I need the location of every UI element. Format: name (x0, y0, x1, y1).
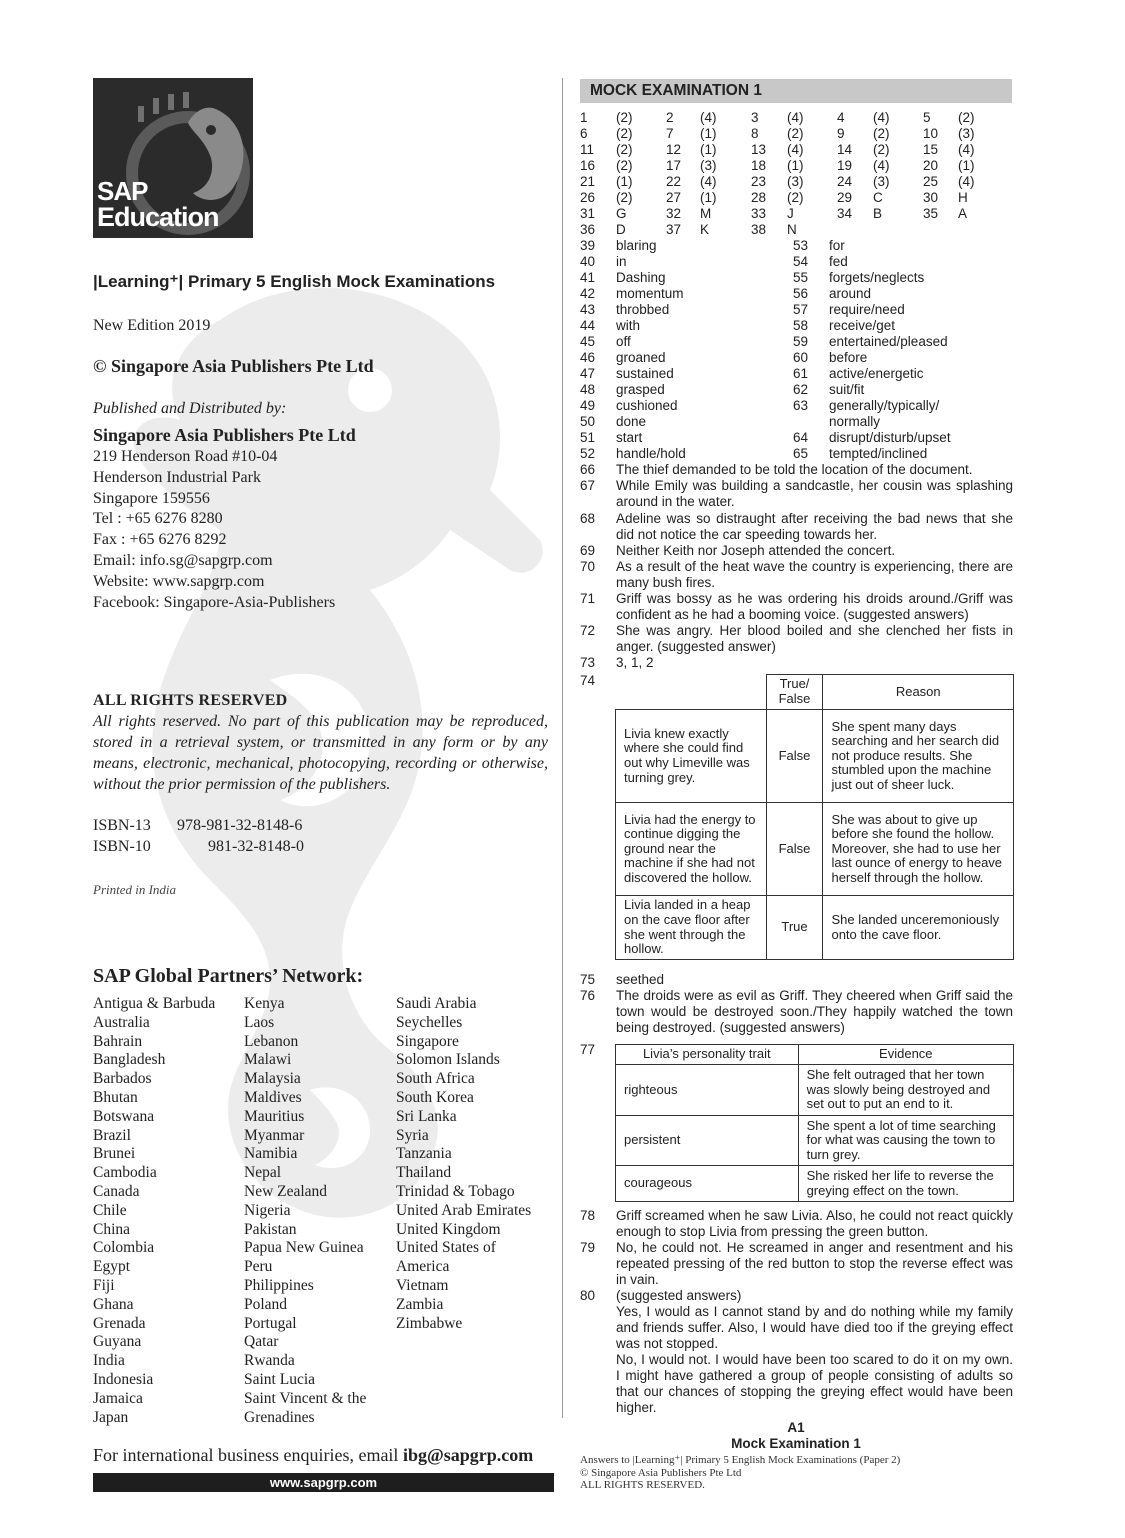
answer-text: Yes, I would as I cannot stand by and do nothing while my family and friends suffer. Also, I would have died too if the greying effect was not stopped. (616, 1304, 1013, 1351)
partner-country: Singapore (396, 1032, 459, 1050)
partner-country: Jamaica (93, 1389, 143, 1407)
table-reason: She landed unceremoniously onto the cave floor. (823, 896, 1014, 960)
question-number: 57 (793, 302, 809, 317)
answer-word: sustained (616, 366, 674, 381)
answer-word: momentum (616, 286, 684, 301)
mcq-number: 4 (837, 110, 845, 125)
partner-country: South Korea (396, 1088, 474, 1106)
partner-country: Malaysia (244, 1070, 301, 1088)
question-number: 44 (580, 318, 596, 333)
mcq-answer: G (616, 206, 627, 221)
answer-word: blaring (616, 238, 657, 253)
table-header: Evidence (798, 1045, 1013, 1065)
partner-country: Ghana (93, 1295, 134, 1313)
question-number: 52 (580, 446, 596, 461)
mcq-number: 17 (666, 158, 682, 173)
mcq-answer: M (700, 206, 712, 221)
mcq-answer: (2) (616, 190, 633, 205)
partner-country: Portugal (244, 1314, 297, 1332)
partner-country: Zimbabwe (396, 1314, 463, 1332)
table-74 (615, 674, 1014, 960)
mcq-answer: (2) (787, 190, 804, 205)
mcq-answer: B (873, 206, 883, 221)
partner-country: Nigeria (244, 1201, 291, 1219)
mcq-answer: (4) (787, 142, 804, 157)
mcq-answer: (1) (616, 174, 633, 189)
partner-country: India (93, 1352, 125, 1370)
mcq-answer: (2) (616, 126, 633, 141)
question-number: 76 (580, 988, 596, 1003)
answer-word: in (616, 254, 627, 269)
mcq-number: 38 (751, 222, 767, 237)
partner-country: Japan (93, 1408, 129, 1426)
question-number: 50 (580, 414, 596, 429)
mcq-number: 13 (751, 142, 767, 157)
isbn-label: ISBN-13 (93, 817, 151, 834)
partner-country: Qatar (244, 1333, 279, 1351)
table-statement: Livia landed in a heap on the cave floor after she went through the hollow. (616, 896, 767, 960)
question-number: 70 (580, 559, 596, 574)
mcq-answer: (1) (700, 126, 717, 141)
rights-title: ALL RIGHTS RESERVED (93, 692, 288, 709)
mcq-answer: (2) (616, 158, 633, 173)
partner-country: Syria (396, 1126, 429, 1144)
mcq-number: 30 (923, 190, 939, 205)
partner-country: Saudi Arabia (396, 995, 477, 1012)
mcq-answer: (3) (787, 174, 804, 189)
mcq-number: 23 (751, 174, 767, 189)
fax-line: Fax : +65 6276 8292 (93, 531, 227, 549)
question-number: 72 (580, 623, 596, 638)
table-reason: She spent many days searching and her search did not produce results. She stumbled upon the machine just out of sheer luck. (823, 710, 1014, 803)
question-number: 49 (580, 398, 596, 413)
partner-country: Saint Lucia (244, 1370, 316, 1388)
question-number: 66 (580, 462, 596, 477)
mcq-answer: (2) (873, 126, 890, 141)
mcq-answer: (4) (873, 110, 890, 125)
partner-country: Peru (244, 1258, 273, 1276)
answer-text: The thief demanded to be told the location of the document. (616, 462, 973, 477)
trait-cell: righteous (616, 1065, 799, 1116)
answer-word: around (829, 286, 872, 301)
partner-country: Zambia (396, 1295, 444, 1313)
partner-country: Laos (244, 1013, 275, 1031)
partner-country: South Africa (396, 1070, 475, 1088)
mcq-number: 11 (580, 142, 595, 157)
logo-sap-text: SAP (97, 176, 148, 206)
question-number: 65 (793, 446, 809, 461)
mcq-number: 19 (837, 158, 853, 173)
address-line: Singapore 159556 (93, 489, 210, 507)
partner-country: Bahrain (93, 1032, 143, 1050)
mcq-answer: (1) (958, 158, 975, 173)
mcq-number: 26 (580, 190, 596, 205)
answer-word: suit/fit (829, 382, 865, 397)
partner-country: Vietnam (396, 1276, 449, 1294)
enquiry-text: For international business enquiries, email (93, 1445, 403, 1465)
mcq-answer: (1) (787, 158, 804, 173)
mcq-number: 22 (666, 174, 682, 189)
answer-word: require/need (829, 302, 905, 317)
enquiry-email[interactable]: ibg@sapgrp.com (402, 1445, 534, 1465)
question-number: 59 (793, 334, 809, 349)
mcq-answer: D (616, 222, 626, 237)
partner-country: Saint Vincent & the (244, 1389, 367, 1407)
book-title: |Learning⁺| Primary 5 English Mock Examinations (93, 272, 496, 291)
mcq-number: 7 (666, 126, 674, 141)
mcq-answer: (3) (873, 174, 890, 189)
mcq-number: 31 (580, 206, 596, 221)
question-number: 63 (793, 398, 809, 413)
mcq-number: 1 (580, 110, 588, 125)
partner-country: Solomon Islands (396, 1051, 500, 1069)
email-line: Email: info.sg@sapgrp.com (93, 551, 273, 569)
mcq-number: 29 (837, 190, 853, 205)
table-header: Livia’s personality trait (616, 1045, 799, 1065)
partner-country: Myanmar (244, 1126, 305, 1144)
partner-country: Trinidad & Tobago (396, 1182, 515, 1200)
answer-text: seethed (616, 972, 665, 987)
question-number: 73 (580, 655, 596, 670)
partner-country: Papua New Guinea (244, 1239, 364, 1257)
answer-text: While Emily was building a sandcastle, her cousin was splashing around in the water. (616, 478, 1013, 509)
rights-body: All rights reserved. No part of this publication may be reproduced, stored in a retrieval system, or transmitted in any form or by any means, electronic, mechanical, photocopying, recording or otherwise, without the prior permission of the publishers. (93, 713, 548, 793)
mcq-answer: A (958, 206, 968, 221)
question-number: 69 (580, 543, 596, 558)
mcq-number: 3 (751, 110, 759, 125)
answer-text: Griff was bossy as he was ordering his droids around./Griff was confident as he had a booming voice. (suggested answers) (616, 591, 1013, 622)
table-true-false: False (766, 710, 823, 803)
mcq-number: 2 (666, 110, 674, 125)
evidence-cell: She spent a lot of time searching for what was causing the town to turn grey. (798, 1116, 1013, 1166)
mcq-number: 32 (666, 206, 682, 221)
mcq-number: 24 (837, 174, 853, 189)
partner-country: Philippines (244, 1276, 314, 1294)
question-number: 67 (580, 478, 596, 493)
answer-word: before (829, 350, 868, 365)
footer-line: ALL RIGHTS RESERVED. (580, 1479, 705, 1491)
table-header: Reason (823, 675, 1014, 710)
answer-word: normally (829, 414, 881, 429)
partners-column-1 (93, 995, 215, 1427)
mcq-answer: (4) (787, 110, 804, 125)
edition-text: New Edition 2019 (93, 317, 211, 334)
partners-column-2 (244, 995, 366, 1427)
question-number: 55 (793, 270, 809, 285)
sap-education-logo (93, 78, 253, 238)
partner-country: Grenada (93, 1314, 146, 1332)
question-number: 45 (580, 334, 596, 349)
enquiry-line (93, 1445, 533, 1466)
partner-country: Kenya (244, 995, 285, 1012)
question-number: 80 (580, 1288, 596, 1303)
printed-in-text: Printed in India (93, 882, 177, 897)
address-line: Henderson Industrial Park (93, 468, 261, 486)
mcq-answer: (2) (616, 142, 633, 157)
partner-country: Indonesia (93, 1370, 154, 1388)
partner-country: Fiji (93, 1276, 115, 1294)
logo-education-text: Education (97, 202, 219, 232)
answer-word: tempted/inclined (829, 446, 928, 461)
mcq-answer: (2) (616, 110, 633, 125)
website-bar[interactable]: www.sapgrp.com (93, 1473, 554, 1492)
partner-country: Maldives (244, 1088, 302, 1106)
partner-country: Grenadines (244, 1408, 315, 1426)
mcq-number: 25 (923, 174, 939, 189)
publisher-address (93, 423, 356, 613)
answer-word: off (616, 334, 631, 349)
answer-word: throbbed (616, 302, 670, 317)
question-number: 74 (580, 673, 596, 688)
partner-country: Colombia (93, 1239, 155, 1257)
partner-country: Chile (93, 1201, 127, 1219)
partner-country: Poland (244, 1295, 288, 1313)
mcq-answer: (4) (700, 174, 717, 189)
footer-line: © Singapore Asia Publishers Pte Ltd (580, 1466, 742, 1479)
mcq-answer: H (958, 190, 968, 205)
mcq-number: 9 (837, 126, 845, 141)
mcq-number: 18 (751, 158, 767, 173)
mcq-number: 20 (923, 158, 939, 173)
partners-column-3 (396, 995, 531, 1333)
partner-country: United States of (396, 1239, 496, 1257)
question-number: 60 (793, 350, 809, 365)
mcq-number: 14 (837, 142, 853, 157)
partner-country: Namibia (244, 1145, 298, 1163)
mcq-answer: (2) (873, 142, 890, 157)
mcq-answer: (1) (700, 190, 717, 205)
mcq-number: 12 (666, 142, 682, 157)
question-number: 78 (580, 1208, 596, 1223)
isbn-block (93, 815, 304, 857)
partner-country: Barbados (93, 1070, 152, 1088)
partner-country: Egypt (93, 1258, 131, 1276)
answer-word: forgets/neglects (829, 270, 925, 285)
question-number: 68 (580, 511, 596, 526)
mcq-number: 33 (751, 206, 767, 221)
answer-word: groaned (616, 350, 666, 365)
partner-country: Australia (93, 1013, 150, 1031)
footer-line: Answers to |Learning⁺| Primary 5 English Mock Examinations (Paper 2) (580, 1454, 901, 1466)
mcq-number: 8 (751, 126, 759, 141)
mcq-answer: (2) (787, 126, 804, 141)
mcq-number: 37 (666, 222, 682, 237)
partner-country: Guyana (93, 1333, 142, 1351)
answer-word: generally/typically/ (829, 398, 940, 413)
publisher-name: Singapore Asia Publishers Pte Ltd (93, 425, 356, 445)
evidence-cell: She felt outraged that her town was slowly being destroyed and set out to put an end to it. (798, 1065, 1013, 1116)
answer-text: Adeline was so distraught after receiving the bad news that she did not notice the car speeding towards her. (616, 511, 1013, 542)
mcq-answer: J (787, 206, 794, 221)
section-name: Mock Examination 1 (731, 1436, 861, 1451)
mcq-answer: N (787, 222, 797, 237)
partner-country: Canada (93, 1182, 140, 1200)
answer-text: She was angry. Her blood boiled and she clenched her fists in anger. (suggested answer) (616, 623, 1013, 654)
partner-country: Bhutan (93, 1088, 138, 1106)
answer-text: Griff screamed when he saw Livia. Also, he could not react quickly enough to stop Livia from pressing the green button. (616, 1208, 1013, 1239)
column-divider (562, 78, 563, 1418)
mcq-number: 10 (923, 126, 939, 141)
answer-text: The droids were as evil as Griff. They cheered when Griff said the town would be destroyed soon./They happily watched the town being destroyed. (suggested answers) (616, 988, 1013, 1035)
mcq-number: 27 (666, 190, 682, 205)
answer-word: Dashing (616, 270, 666, 285)
partners-title: SAP Global Partners’ Network: (93, 965, 364, 987)
mcq-answer: (3) (958, 126, 975, 141)
partner-country: Sri Lanka (396, 1107, 457, 1125)
mcq-answer: (3) (700, 158, 717, 173)
table-true-false: False (766, 803, 823, 896)
copyright-text: © Singapore Asia Publishers Pte Ltd (93, 356, 374, 376)
question-number: 46 (580, 350, 596, 365)
question-number: 64 (793, 430, 809, 445)
question-number: 48 (580, 382, 596, 397)
mcq-number: 6 (580, 126, 588, 141)
question-number: 58 (793, 318, 809, 333)
question-number: 47 (580, 366, 596, 381)
partner-country: Brunei (93, 1145, 136, 1163)
partner-country: Thailand (396, 1164, 452, 1182)
mcq-answer: (1) (700, 142, 717, 157)
answer-word: entertained/pleased (829, 334, 948, 349)
answer-text: No, I would not. I would have been too scared to do it on my own. I might have gathered a group of people consisting of adults so that our chances of stopping the greying effect would have been higher. (616, 1352, 1013, 1415)
question-number: 62 (793, 382, 809, 397)
address-line: 219 Henderson Road #10-04 (93, 448, 278, 465)
answer-word: grasped (616, 382, 665, 397)
mcq-number: 21 (580, 174, 596, 189)
partner-country: Bangladesh (93, 1051, 166, 1069)
mcq-answer: (4) (958, 142, 975, 157)
answer-word: active/energetic (829, 366, 924, 381)
question-number: 56 (793, 286, 809, 301)
table-true-false: True (766, 896, 823, 960)
page-number: A1 (787, 1420, 805, 1435)
mcq-number: 15 (923, 142, 939, 157)
question-number: 53 (793, 238, 809, 253)
partner-country: Cambodia (93, 1164, 157, 1182)
partner-country: United Arab Emirates (396, 1201, 532, 1219)
website-line: Website: www.sapgrp.com (93, 572, 265, 590)
table-77 (615, 1044, 1014, 1202)
partner-country: United Kingdom (396, 1220, 501, 1238)
partner-country: America (396, 1258, 450, 1276)
footer-credits (580, 1454, 900, 1492)
isbn-value: 978-981-32-8148-6 (177, 817, 303, 834)
isbn-value: 981-32-8148-0 (208, 838, 304, 855)
partner-country: Lebanon (244, 1032, 299, 1050)
isbn-label: ISBN-10 (93, 838, 151, 855)
partner-country: Tanzania (396, 1145, 452, 1163)
answer-word: receive/get (829, 318, 896, 333)
mcq-number: 34 (837, 206, 853, 221)
mcq-number: 36 (580, 222, 596, 237)
trait-cell: persistent (616, 1116, 799, 1166)
answer-word: fed (829, 254, 848, 269)
answer-text: 3, 1, 2 (616, 655, 654, 670)
partner-country: Pakistan (244, 1220, 297, 1238)
answer-text: (suggested answers) (616, 1288, 742, 1303)
question-number: 79 (580, 1240, 596, 1255)
answer-word: disrupt/disturb/upset (829, 430, 951, 445)
tel-line: Tel : +65 6276 8280 (93, 510, 223, 528)
mcq-number: 5 (923, 110, 931, 125)
partner-country: Brazil (93, 1126, 131, 1144)
partner-country: Seychelles (396, 1013, 463, 1031)
table-statement: Livia had the energy to continue digging the ground near the machine if she had not discovered the hollow. (616, 803, 767, 896)
mcq-number: 16 (580, 158, 596, 173)
question-number: 75 (580, 972, 596, 987)
question-number: 71 (580, 591, 596, 606)
question-number: 40 (580, 254, 596, 269)
partner-country: Rwanda (244, 1352, 295, 1370)
exam-title: MOCK EXAMINATION 1 (580, 79, 1012, 103)
partner-country: Antigua & Barbuda (93, 995, 216, 1012)
partner-country: China (93, 1220, 131, 1238)
table-header: True/ False (766, 675, 823, 710)
mcq-answer: (2) (958, 110, 975, 125)
question-number: 39 (580, 238, 596, 253)
facebook-line: Facebook: Singapore-Asia-Publishers (93, 593, 336, 611)
mcq-number: 35 (923, 206, 939, 221)
question-number: 77 (580, 1042, 596, 1057)
answer-word: done (616, 414, 647, 429)
table-statement: Livia knew exactly where she could find out why Limeville was turning grey. (616, 710, 767, 803)
mcq-answer: (4) (958, 174, 975, 189)
answer-word: start (616, 430, 643, 445)
mcq-answer: (4) (873, 158, 890, 173)
evidence-cell: She risked her life to reverse the greying effect on the town. (798, 1166, 1013, 1202)
partner-country: New Zealand (244, 1182, 328, 1200)
answer-text: Neither Keith nor Joseph attended the concert. (616, 543, 896, 558)
answer-word: for (829, 238, 845, 253)
answer-text: As a result of the heat wave the country is experiencing, there are many bush fires. (616, 559, 1013, 590)
mcq-number: 28 (751, 190, 767, 205)
page-footer (580, 1420, 1012, 1452)
question-number: 41 (580, 270, 596, 285)
mcq-answer: C (873, 190, 883, 205)
mcq-answer: (4) (700, 110, 717, 125)
trait-cell: courageous (616, 1166, 799, 1202)
answer-word: with (616, 318, 641, 333)
partner-country: Nepal (244, 1164, 282, 1182)
partner-country: Botswana (93, 1107, 155, 1125)
question-number: 51 (580, 430, 596, 445)
partner-country: Malawi (244, 1051, 292, 1069)
answer-word: cushioned (616, 398, 678, 413)
answer-text: No, he could not. He screamed in anger and resentment and his repeated pressing of the red button to stop the reverse effect was in vain. (616, 1240, 1013, 1287)
table-reason: She was about to give up before she found the hollow. Moreover, she had to use her last ounce of energy to heave herself through the hollow. (823, 803, 1014, 896)
mcq-answer: K (700, 222, 710, 237)
question-number: 54 (793, 254, 809, 269)
published-by-label: Published and Distributed by: (93, 400, 287, 417)
question-number: 61 (793, 366, 809, 381)
partner-country: Mauritius (244, 1107, 305, 1125)
question-number: 42 (580, 286, 596, 301)
answer-word: handle/hold (616, 446, 686, 461)
question-number: 43 (580, 302, 596, 317)
